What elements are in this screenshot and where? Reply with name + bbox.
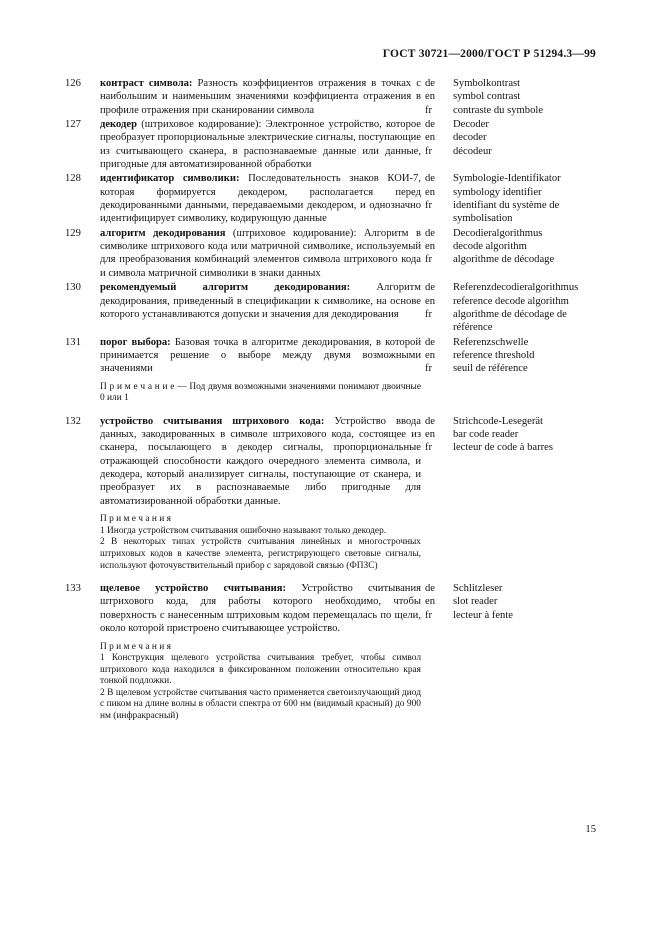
entry-body bbox=[100, 582, 421, 732]
entry-number: 128 bbox=[65, 173, 81, 185]
translation-row bbox=[425, 186, 596, 199]
term-entry bbox=[65, 118, 596, 171]
entry-translations bbox=[425, 227, 596, 267]
translation-text: lecteur à fente bbox=[453, 609, 513, 621]
entry-term: идентификатор символики: bbox=[100, 173, 240, 185]
translation-row bbox=[425, 428, 596, 441]
entries-list bbox=[65, 77, 596, 733]
translation-row bbox=[425, 441, 596, 454]
entry-definition-text: Устройство считывания штрихового кода, для работы которого необходимо, чтобы поверхность с нанесенным штриховым кодом перемещалась по щели, около которой пристроено считывающее устройство. bbox=[100, 583, 421, 635]
term-entry bbox=[65, 227, 596, 280]
entry-term: щелевое устройство считывания: bbox=[100, 583, 287, 595]
translation-text: symbol contrast bbox=[453, 91, 521, 103]
entry-number: 133 bbox=[65, 583, 81, 595]
translation-text: bar code reader bbox=[453, 429, 519, 441]
translation-text: décodeur bbox=[453, 145, 492, 157]
translation-language-code: fr bbox=[425, 200, 433, 212]
translation-row bbox=[425, 90, 596, 103]
translation-row bbox=[425, 199, 596, 226]
entry-body bbox=[100, 172, 421, 225]
entry-translations bbox=[425, 582, 596, 622]
entry-translations bbox=[425, 77, 596, 117]
entry-number: 129 bbox=[65, 227, 81, 239]
translation-text: seuil de référence bbox=[453, 363, 528, 375]
translation-language-code: en bbox=[425, 596, 435, 608]
entry-body bbox=[100, 415, 421, 581]
translation-text: decode algorithm bbox=[453, 241, 527, 253]
translation-text: Symbolkontrast bbox=[453, 78, 521, 89]
translation-row bbox=[425, 349, 596, 362]
entry-definition bbox=[100, 172, 421, 225]
translation-text: lecteur de code à barres bbox=[453, 442, 553, 454]
translation-language-code: fr bbox=[425, 145, 433, 157]
entry-definition bbox=[100, 415, 421, 508]
translation-row bbox=[425, 308, 596, 335]
entry-definition bbox=[100, 227, 421, 280]
entry-translations bbox=[425, 281, 596, 334]
translation-language-code: de bbox=[425, 282, 435, 294]
entry-body bbox=[100, 77, 421, 117]
note-heading: П р и м е ч а н и е — bbox=[100, 381, 190, 392]
translation-language-code: en bbox=[425, 295, 435, 307]
translation-language-code: de bbox=[425, 227, 435, 239]
translation-text: contraste du symbole bbox=[453, 104, 544, 116]
term-entry bbox=[65, 336, 596, 414]
translation-text: Strichcode-Lesegerät bbox=[453, 415, 544, 427]
entry-term: алгоритм декодирования bbox=[100, 227, 226, 239]
entry-number: 130 bbox=[65, 282, 81, 294]
translation-language-code: fr bbox=[425, 308, 433, 320]
translation-language-code: de bbox=[425, 583, 435, 595]
translation-language-code: en bbox=[425, 241, 435, 253]
entry-translations bbox=[425, 118, 596, 158]
entry-definition-text: Устройство ввода данных, закодированных в символе штрихового кода, состоящее из сканера, посылающего в декодер сигналы, пропорциональные отражающей способности каждого очередного элемента символа, и декодера, который анализирует сигналы, поступающие от сканера, и преобразует их в распознаваемые либо пригодные для автоматизированной обработки данные. bbox=[100, 415, 421, 507]
translation-language-code: fr bbox=[425, 442, 433, 454]
entry-term-qualifier: (штриховое кодирование): bbox=[136, 119, 262, 131]
note-item: 2 В некоторых типах устройств считывания линейных и многострочных штриховых кодов в качестве элемента, регистрирующего световые сигналы, используют фоточувствительный прибор с зарядовой связью (ФПЗС) bbox=[100, 537, 421, 571]
translation-row bbox=[425, 336, 596, 349]
entry-translations bbox=[425, 172, 596, 225]
translation-language-code: en bbox=[425, 91, 435, 103]
entry-definition bbox=[100, 582, 421, 635]
entry-definition bbox=[100, 77, 421, 117]
entry-body bbox=[100, 227, 421, 280]
term-entry bbox=[65, 77, 596, 117]
entry-term: порог выбора: bbox=[100, 336, 171, 348]
term-entry bbox=[65, 582, 596, 732]
term-entry bbox=[65, 172, 596, 225]
translation-text: slot reader bbox=[453, 596, 498, 608]
translation-language-code: en bbox=[425, 186, 435, 198]
entry-definition-text: Алгоритм в символике штрихового кода или матричной символике, используемый для преобразования комбинаций элементов символа штрихового кода и символа матричной символики в знаки данных bbox=[100, 227, 421, 279]
translation-text: Schlitzleser bbox=[453, 583, 503, 595]
document-header-title: ГОСТ 30721—2000/ГОСТ Р 51294.3—99 bbox=[382, 48, 596, 60]
entry-number: 131 bbox=[65, 336, 81, 348]
translation-row bbox=[425, 295, 596, 308]
entry-term: контраст символа: bbox=[100, 78, 193, 89]
note-item: 2 В щелевом устройстве считывания часто применяется светоизлучающий диод с пиком на длине волны в области спектра от 600 нм (видимый красный) до 900 нм (инфракрасный) bbox=[100, 687, 421, 722]
note-paragraph bbox=[100, 382, 421, 405]
entry-definition-text: Разность коэффициентов отражения в точках с наибольшим и наименьшим значениями коэффициента отражения в профиле отражения при сканировании символа bbox=[100, 78, 421, 116]
translation-language-code: en bbox=[425, 132, 435, 144]
translation-language-code: fr bbox=[425, 363, 433, 375]
translation-text: Decodieralgorithmus bbox=[453, 227, 543, 239]
entry-number: 132 bbox=[65, 415, 81, 427]
translation-text: decoder bbox=[453, 132, 487, 144]
entry-term: рекомендуемый алгоритм декодирования: bbox=[100, 282, 351, 294]
note-item: 1 Конструкция щелевого устройства считывания требует, чтобы символ штрихового кода находился в фиксированном положении относительно края тонкой подложки. bbox=[100, 653, 421, 687]
translation-row bbox=[425, 582, 596, 595]
translation-row bbox=[425, 595, 596, 608]
note-block bbox=[100, 514, 421, 572]
entry-translations bbox=[425, 415, 596, 455]
entry-body bbox=[100, 118, 421, 171]
translation-text: reference decode algorithm bbox=[453, 295, 569, 307]
entry-definition-text: Базовая точка в алгоритме декодирования, в которой принимается решение о выборе между двумя возможными значениями bbox=[100, 336, 421, 375]
term-entry bbox=[65, 415, 596, 581]
translation-text: reference threshold bbox=[453, 349, 535, 361]
note-text: Под двумя возможными значениями понимают двоичные 0 или 1 bbox=[100, 381, 422, 404]
translation-text: Referenzdecodieralgorithmus bbox=[453, 282, 579, 294]
entry-number: 127 bbox=[65, 119, 81, 131]
translation-language-code: de bbox=[425, 173, 435, 185]
translation-row bbox=[425, 415, 596, 428]
entry-definition-text: Последовательность знаков КОИ-7, которая формируется декодером, располагается перед декодированными данными, передаваемыми декодером, и однозначно идентифицирует символику, кодирующую данные bbox=[100, 173, 421, 225]
translation-language-code: fr bbox=[425, 104, 433, 116]
entry-definition bbox=[100, 336, 421, 376]
note-heading: П р и м е ч а н и я bbox=[100, 641, 171, 652]
translation-row bbox=[425, 281, 596, 294]
entry-definition-text: Алгоритм декодирования, приведенный в спецификации к символике, на основе которого устанавливаются допуски и значения для декодирования bbox=[100, 282, 422, 320]
entry-number: 126 bbox=[65, 78, 81, 89]
entry-definition-text: Электронное устройство, которое преобразует пропорциональные электрические сигналы, поступающие из считывающего сканера, в распознаваемые данные или данные, пригодные для автоматизированной обработки bbox=[100, 119, 421, 171]
translation-text: Referenzschwelle bbox=[453, 336, 529, 348]
note-item: 1 Иногда устройством считывания ошибочно называют только декодер. bbox=[100, 525, 387, 536]
entry-term-qualifier: (штриховое кодирование): bbox=[225, 227, 357, 239]
translation-row bbox=[425, 172, 596, 185]
translation-row bbox=[425, 77, 596, 90]
entry-translations bbox=[425, 336, 596, 376]
translation-language-code: de bbox=[425, 78, 435, 89]
page-number: 15 bbox=[585, 824, 596, 835]
translation-language-code: de bbox=[425, 119, 435, 131]
translation-language-code: en bbox=[425, 349, 435, 361]
translation-text: identifiant du système de symbolisation bbox=[453, 200, 560, 225]
translation-language-code: fr bbox=[425, 254, 433, 266]
translation-language-code: de bbox=[425, 415, 435, 427]
note-block bbox=[100, 642, 421, 723]
translation-row bbox=[425, 253, 596, 266]
translation-text: Decoder bbox=[453, 119, 489, 131]
translation-row bbox=[425, 145, 596, 158]
entry-definition bbox=[100, 281, 421, 321]
translation-language-code: de bbox=[425, 336, 435, 348]
term-entry bbox=[65, 281, 596, 334]
translation-language-code: en bbox=[425, 429, 435, 441]
translation-row bbox=[425, 118, 596, 131]
translation-text: algorithme de décodage de référence bbox=[453, 308, 567, 334]
entry-term: устройство считывания штрихового кода: bbox=[100, 415, 325, 427]
translation-row bbox=[425, 362, 596, 375]
note-block bbox=[100, 382, 421, 405]
translation-text: symbology identifier bbox=[453, 186, 542, 198]
translation-row bbox=[425, 240, 596, 253]
translation-row bbox=[425, 609, 596, 622]
translation-text: Symbologie-Identifikator bbox=[453, 173, 561, 185]
translation-language-code: fr bbox=[425, 609, 433, 621]
entry-definition bbox=[100, 118, 421, 171]
translation-row bbox=[425, 131, 596, 144]
translation-text: algorithme de décodage bbox=[453, 254, 555, 266]
entry-body bbox=[100, 336, 421, 414]
entry-body bbox=[100, 281, 421, 321]
translation-row bbox=[425, 104, 596, 117]
note-heading: П р и м е ч а н и я bbox=[100, 514, 171, 525]
translation-row bbox=[425, 227, 596, 240]
entry-term: декодер bbox=[100, 119, 137, 131]
